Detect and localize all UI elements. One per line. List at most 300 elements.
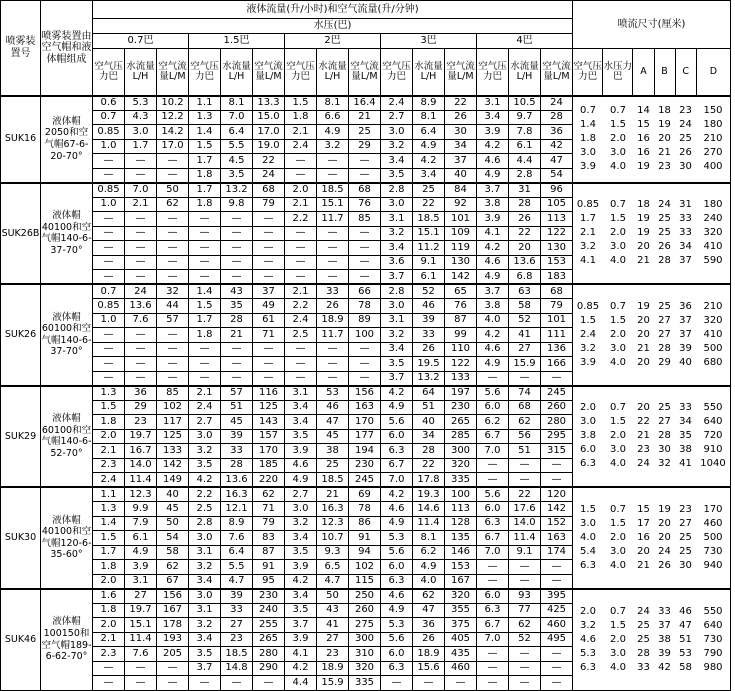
flow-cell: 310 [349, 647, 381, 662]
flow-cell: 4.2 [477, 241, 509, 256]
flow-cell: 6.7 [477, 531, 509, 546]
spray-cell: 24 [637, 458, 650, 470]
header-spray-col: A [633, 49, 654, 96]
spray-cell: 51 [679, 633, 692, 645]
spray-cell: 3.0 [580, 147, 596, 158]
header-spray-size: 喷流尺寸(厘米) [573, 1, 731, 49]
flow-cell: 4.7 [221, 574, 253, 589]
flow-cell: 1.3 [93, 502, 125, 517]
model-cell: SUK16 [1, 96, 41, 183]
spray-cell: 4.0 [610, 661, 626, 673]
flow-cell: 290 [253, 661, 285, 676]
flow-cell: — [157, 270, 189, 285]
spray-cell: 4.0 [580, 531, 596, 543]
flow-cell: 7.0 [477, 545, 509, 560]
spray-cell: 730 [703, 545, 723, 557]
flow-cell: 8.1 [413, 110, 445, 125]
spray-cell: 180 [703, 199, 723, 211]
flow-cell: 2.2 [189, 487, 221, 502]
flow-cell: 15.6 [413, 661, 445, 676]
flow-cell: 28 [413, 444, 445, 459]
spray-cell: 25 [679, 545, 692, 557]
flow-cell: 32 [157, 284, 189, 299]
flow-cell: 33 [221, 444, 253, 459]
flow-cell: 1.3 [189, 110, 221, 125]
spray-cell: 210 [703, 300, 723, 312]
flow-cell: 28 [221, 458, 253, 473]
flow-cell: 34 [413, 429, 445, 444]
spray-cell: 25 [679, 531, 692, 543]
flow-cell: — [157, 676, 189, 691]
spray-cell: 53 [679, 647, 692, 659]
flow-cell: 6.8 [509, 270, 541, 285]
flow-cell: — [157, 661, 189, 676]
flow-cell: 12.3 [317, 516, 349, 531]
spray-cell: 410 [703, 328, 723, 340]
flow-cell: 3.2 [381, 226, 413, 241]
flow-cell: — [253, 241, 285, 256]
spray-cell: 1.4 [580, 119, 596, 130]
flow-cell: — [477, 647, 509, 662]
flow-cell: 62 [157, 197, 189, 212]
flow-cell: 0.85 [93, 125, 125, 140]
flow-cell: 36 [413, 618, 445, 633]
flow-cell: 167 [445, 574, 477, 589]
flow-cell: 79 [253, 197, 285, 212]
flow-cell: 156 [157, 589, 189, 604]
flow-cell: 52 [509, 313, 541, 328]
flow-cell: 6.1 [125, 531, 157, 546]
spray-cell: 33 [637, 661, 650, 673]
flow-cell: 3.4 [381, 241, 413, 256]
spray-cell: 21 [658, 147, 671, 158]
flow-cell: 4.1 [285, 647, 317, 662]
header-spray-col: C [675, 49, 696, 96]
spray-cell: 410 [703, 241, 723, 253]
flow-cell: — [157, 371, 189, 386]
flow-cell: 116 [253, 386, 285, 401]
header-spray-col: D [696, 49, 730, 96]
flow-cell: 3.2 [381, 328, 413, 343]
flow-cell: 41 [317, 618, 349, 633]
flow-cell: 20 [509, 241, 541, 256]
flow-cell: 4.2 [477, 139, 509, 154]
flow-cell: 194 [349, 444, 381, 459]
flow-cell: 12.2 [157, 110, 189, 125]
spray-cell: 32 [658, 458, 671, 470]
flow-cell: 4.0 [477, 313, 509, 328]
flow-cell: 135 [445, 531, 477, 546]
spray-cell: 22 [637, 416, 650, 428]
flow-cell: 22 [509, 487, 541, 502]
spray-row [573, 118, 730, 132]
flow-cell: 197 [445, 386, 477, 401]
spray-cell: 2.1 [580, 227, 596, 239]
flow-cell: 17.0 [253, 125, 285, 140]
flow-cell: — [125, 255, 157, 270]
flow-cell: — [349, 241, 381, 256]
spray-cell: 17 [637, 517, 650, 529]
spray-cell: 20 [637, 545, 650, 557]
flow-cell: 54 [541, 168, 573, 183]
flow-cell: 2.2 [285, 212, 317, 227]
spray-cell: 14 [637, 105, 650, 116]
flow-cell: 3.9 [285, 560, 317, 575]
flow-cell: 1.5 [93, 531, 125, 546]
flow-cell: 6.0 [477, 589, 509, 604]
header-composition: 喷雾装置由空气帽和液体帽组成 [41, 1, 93, 96]
flow-cell: 76 [445, 299, 477, 314]
flow-cell: 3.4 [413, 168, 445, 183]
flow-cell: — [221, 371, 253, 386]
flow-cell: 2.3 [93, 458, 125, 473]
flow-cell: 78 [349, 502, 381, 517]
flow-cell: 11.4 [125, 473, 157, 488]
flow-cell: 193 [157, 632, 189, 647]
spray-cell: 730 [703, 633, 723, 645]
flow-cell: 3.7 [477, 183, 509, 198]
flow-cell: 14.0 [125, 458, 157, 473]
spray-cell: 0.7 [580, 105, 596, 116]
flow-cell: — [93, 212, 125, 227]
spray-cell: 5.3 [580, 647, 596, 659]
spray-cell: 4.0 [610, 458, 626, 470]
flow-cell: 12.3 [125, 487, 157, 502]
table-row [1, 183, 731, 198]
flow-cell: 77 [509, 603, 541, 618]
model-cell: SUK26B [1, 183, 41, 285]
flow-cell: 2.5 [189, 502, 221, 517]
flow-cell: — [285, 168, 317, 183]
spray-row [573, 198, 730, 212]
flow-cell: 6.0 [381, 429, 413, 444]
flow-cell: 1.8 [93, 560, 125, 575]
flow-cell: — [349, 154, 381, 169]
flow-cell: 142 [445, 270, 477, 285]
flow-cell: 8.1 [413, 531, 445, 546]
spray-cell: 2.0 [610, 328, 626, 340]
spray-cell: 35 [679, 430, 692, 442]
spray-cell: 0.7 [610, 503, 626, 515]
table-row [1, 284, 731, 299]
spray-cell: 1.5 [610, 416, 626, 428]
header-air-pressure: 空气压力巴 [93, 49, 125, 96]
flow-cell: 50 [157, 183, 189, 198]
flow-cell: — [317, 357, 349, 372]
flow-cell: 4.7 [317, 574, 349, 589]
spray-row [573, 254, 730, 268]
flow-cell: — [541, 661, 573, 676]
flow-cell: — [477, 560, 509, 575]
spray-cell: 0.7 [610, 300, 626, 312]
flow-cell: 1.3 [93, 386, 125, 401]
spray-row [573, 559, 730, 573]
spray-cell: 0.7 [610, 105, 626, 116]
flow-cell: 68 [349, 183, 381, 198]
flow-cell: — [317, 342, 349, 357]
flow-cell: 51 [221, 400, 253, 415]
spray-cell: 36 [679, 300, 692, 312]
flow-cell: 49 [253, 299, 285, 314]
flow-cell: 100 [445, 487, 477, 502]
header-pressure: 0.7巴 [93, 34, 189, 49]
flow-cell: 6.7 [477, 618, 509, 633]
flow-cell: — [93, 676, 125, 691]
flow-cell: — [189, 241, 221, 256]
flow-cell: 7.0 [125, 183, 157, 198]
spray-cell: 550 [703, 605, 723, 617]
spray-row [573, 429, 730, 443]
flow-cell: 79 [541, 299, 573, 314]
flow-cell: 53 [317, 386, 349, 401]
flow-cell: 3.7 [381, 270, 413, 285]
spray-cell: 3.0 [610, 147, 626, 158]
flow-cell: 3.0 [285, 502, 317, 517]
spray-cell: 500 [703, 531, 723, 543]
flow-cell: 125 [157, 429, 189, 444]
spray-size-table [573, 198, 730, 268]
spray-size-block [573, 96, 731, 183]
spray-row [573, 415, 730, 429]
flow-cell: 33 [413, 328, 445, 343]
flow-cell: 1.7 [189, 154, 221, 169]
spray-cell: 25 [658, 402, 671, 414]
flow-cell: 4.6 [477, 154, 509, 169]
flow-cell: 17.8 [413, 473, 445, 488]
spray-cell: 4.6 [580, 633, 596, 645]
flow-cell: 3.1 [285, 386, 317, 401]
flow-cell: — [189, 270, 221, 285]
flow-cell: — [93, 168, 125, 183]
flow-cell: 2.1 [285, 284, 317, 299]
flow-cell: 11.4 [509, 531, 541, 546]
flow-cell: — [125, 676, 157, 691]
flow-cell: 119 [445, 241, 477, 256]
flow-cell: 6.1 [413, 270, 445, 285]
flow-cell: 2.7 [285, 487, 317, 502]
header-spray-col: 水压力巴 [603, 49, 633, 96]
spray-cell: 4.0 [610, 559, 626, 571]
header-air-flow: 空气流量L/M [541, 49, 573, 96]
flow-cell: 40 [445, 168, 477, 183]
flow-cell: 280 [541, 415, 573, 430]
header-water-flow: 水流量L/H [317, 49, 349, 96]
flow-cell: 57 [221, 386, 253, 401]
flow-cell: — [509, 574, 541, 589]
flow-cell: 4.9 [477, 357, 509, 372]
flow-cell: — [541, 647, 573, 662]
flow-cell: — [189, 676, 221, 691]
flow-cell: — [189, 371, 221, 386]
spray-row [573, 503, 730, 517]
flow-cell: — [125, 212, 157, 227]
flow-cell: 6.3 [381, 574, 413, 589]
spray-cell: 6.3 [580, 661, 596, 673]
flow-cell: 122 [445, 357, 477, 372]
flow-cell: 17.6 [509, 502, 541, 517]
flow-cell: 2.0 [93, 429, 125, 444]
flow-cell: — [189, 357, 221, 372]
flow-cell: 3.1 [189, 603, 221, 618]
flow-cell: 3.4 [285, 400, 317, 415]
spray-cell: 20 [658, 531, 671, 543]
flow-cell: 42 [541, 139, 573, 154]
flow-cell: 113 [445, 502, 477, 517]
flow-cell: 57 [157, 313, 189, 328]
flow-cell: 2.8 [509, 168, 541, 183]
flow-cell: 320 [445, 458, 477, 473]
flow-cell: 13.2 [413, 371, 445, 386]
flow-cell: 1.4 [93, 516, 125, 531]
flow-cell: 9.7 [509, 110, 541, 125]
flow-cell: 19.0 [253, 139, 285, 154]
flow-cell: 29 [125, 400, 157, 415]
flow-cell: 3.4 [189, 632, 221, 647]
spray-cell: 3.2 [580, 241, 596, 253]
flow-cell: 92 [445, 197, 477, 212]
flow-cell: 29 [349, 139, 381, 154]
flow-cell: 79 [253, 516, 285, 531]
spray-cell: 6.0 [580, 444, 596, 456]
spray-cell: 25 [637, 619, 650, 631]
flow-cell: 174 [541, 545, 573, 560]
spray-size-table [573, 401, 730, 471]
flow-cell: 6.2 [477, 415, 509, 430]
header-air-flow: 空气流量L/M [253, 49, 285, 96]
flow-cell: 6.0 [381, 647, 413, 662]
flow-cell: 2.5 [285, 328, 317, 343]
flow-cell: 0.6 [93, 96, 125, 111]
spray-cell: 3.8 [580, 430, 596, 442]
flow-cell: 2.1 [285, 125, 317, 140]
flow-cell: 1.8 [93, 415, 125, 430]
spray-row [573, 356, 730, 370]
spray-cell: 38 [658, 633, 671, 645]
flow-cell: 35 [221, 299, 253, 314]
flow-cell: 36 [125, 386, 157, 401]
flow-cell: 0.7 [93, 284, 125, 299]
flow-cell: 2.0 [285, 183, 317, 198]
flow-cell: 4.2 [285, 661, 317, 676]
table-row [1, 386, 731, 401]
flow-cell: 63 [509, 284, 541, 299]
flow-cell: — [477, 661, 509, 676]
header-pressure: 1.5巴 [189, 34, 285, 49]
flow-cell: 1.7 [125, 139, 157, 154]
spray-cell: 20 [637, 328, 650, 340]
flow-cell: — [125, 168, 157, 183]
spray-cell: 19 [637, 161, 650, 172]
flow-cell: 4.9 [413, 560, 445, 575]
flow-cell: 435 [445, 647, 477, 662]
flow-cell: 8.1 [317, 96, 349, 111]
flow-cell: — [93, 255, 125, 270]
spray-cell: 28 [637, 647, 650, 659]
flow-cell: 4.9 [125, 545, 157, 560]
spray-size-table [573, 104, 730, 174]
spray-cell: 26 [658, 241, 671, 253]
flow-cell: — [477, 676, 509, 691]
flow-cell: 41 [509, 328, 541, 343]
table-row [1, 589, 731, 604]
spray-row [573, 457, 730, 471]
flow-cell: 320 [349, 661, 381, 676]
flow-cell: 22 [445, 96, 477, 111]
flow-cell: 100 [349, 328, 381, 343]
header-water-flow: 水流量L/H [221, 49, 253, 96]
spray-cell: 320 [703, 314, 723, 326]
header-pressure: 3巴 [381, 34, 477, 49]
flow-cell: 3.1 [381, 212, 413, 227]
flow-cell: 38 [317, 444, 349, 459]
spray-cell: 23 [658, 161, 671, 172]
flow-cell: 4.6 [285, 458, 317, 473]
flow-cell: 51 [509, 444, 541, 459]
spray-cell: 28 [658, 255, 671, 267]
flow-cell: 15.9 [509, 357, 541, 372]
flow-cell: 111 [541, 328, 573, 343]
spray-cell: 2.0 [580, 402, 596, 414]
flow-cell: 4.9 [413, 139, 445, 154]
flow-cell: 133 [157, 444, 189, 459]
flow-cell: 149 [157, 473, 189, 488]
spray-cell: 21 [637, 255, 650, 267]
flow-cell: 3.0 [125, 125, 157, 140]
flow-cell: 495 [541, 632, 573, 647]
flow-cell: — [509, 647, 541, 662]
flow-cell: 8.9 [221, 516, 253, 531]
flow-cell: — [125, 371, 157, 386]
flow-cell: — [125, 357, 157, 372]
flow-cell: — [541, 473, 573, 488]
flow-cell: 24 [125, 284, 157, 299]
flow-cell: — [477, 473, 509, 488]
spray-row [573, 300, 730, 314]
flow-cell: 230 [349, 458, 381, 473]
flow-cell: 3.4 [381, 342, 413, 357]
spray-cell: 3.9 [580, 356, 596, 368]
spray-cell: 3.0 [580, 517, 596, 529]
flow-cell: 28 [509, 197, 541, 212]
flow-cell: 27 [509, 342, 541, 357]
flow-cell: — [317, 270, 349, 285]
flow-cell: 5.3 [381, 618, 413, 633]
spray-cell: 40 [679, 356, 692, 368]
spray-cell: 460 [703, 517, 723, 529]
header-water-flow: 水流量L/H [125, 49, 157, 96]
flow-cell: — [541, 574, 573, 589]
flow-cell: — [253, 342, 285, 357]
flow-cell: 78 [349, 299, 381, 314]
spray-cell: 20 [658, 133, 671, 144]
flow-cell: 47 [541, 154, 573, 169]
flow-cell: 14.6 [413, 502, 445, 517]
flow-cell: — [189, 255, 221, 270]
flow-cell: 13.6 [221, 473, 253, 488]
flow-cell: 3.9 [285, 444, 317, 459]
spray-row [573, 212, 730, 226]
flow-cell: 3.9 [477, 212, 509, 227]
flow-cell: 14.8 [221, 661, 253, 676]
header-spray-col: 空气压力巴 [573, 49, 603, 96]
flow-cell: — [189, 212, 221, 227]
flow-cell: 4.6 [477, 255, 509, 270]
spray-cell: 37 [658, 619, 671, 631]
flow-cell: 6.3 [381, 661, 413, 676]
flow-cell: 19.7 [125, 429, 157, 444]
spray-cell: 28 [658, 430, 671, 442]
flow-cell: 24 [253, 168, 285, 183]
